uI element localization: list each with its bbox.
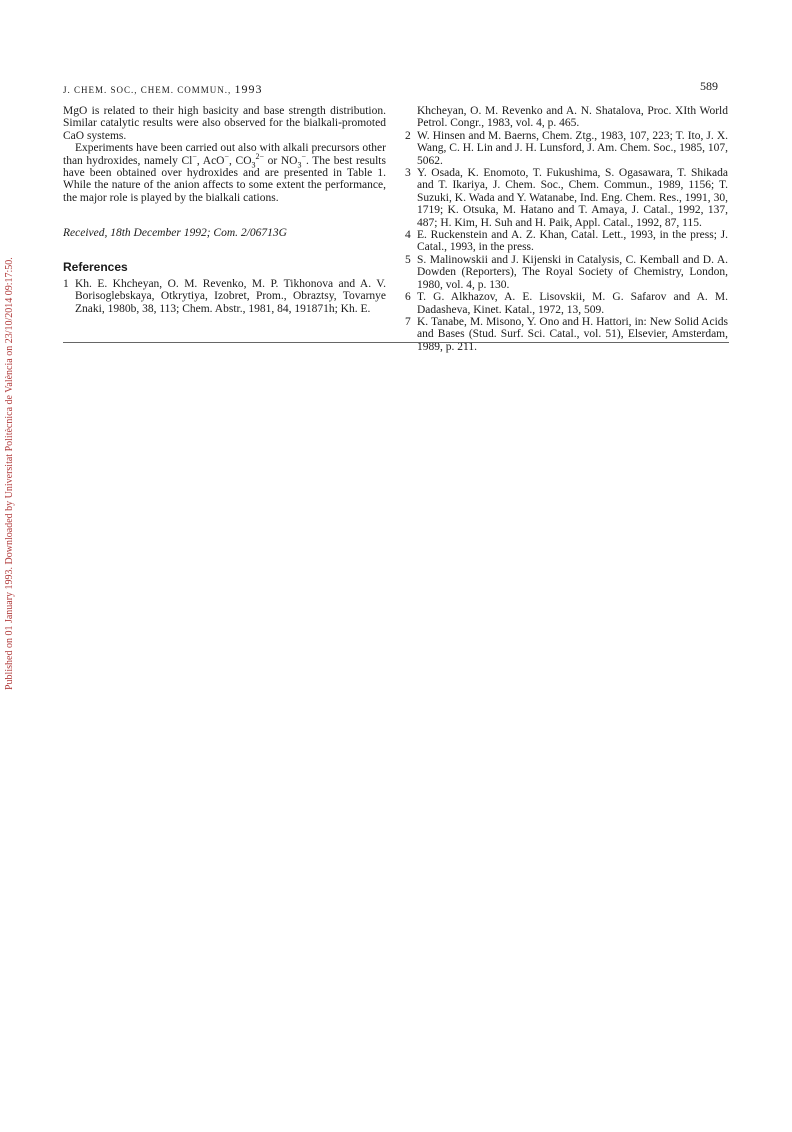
- right-column: [405, 105, 728, 353]
- reference-item: [405, 291, 728, 316]
- download-note: Published on 01 January 1993. Downloaded by Universitat Politècnica de València on 23/10/2014 09:17:50.: [4, 257, 15, 690]
- reference-item: [405, 130, 728, 167]
- reference-text: S. Malinowskii and J. Kijenski in Catalysis, C. Kemball and D. A. Dowden (Reporters), The Royal Society of Chemistry, London, 1980, vol. 4, p. 130.: [417, 253, 728, 291]
- reference-number: 2: [405, 129, 411, 142]
- reference-number: 6: [405, 291, 411, 304]
- running-head: [63, 82, 263, 97]
- reference-number: 4: [405, 229, 411, 242]
- references-heading: References: [63, 259, 128, 274]
- reference-item: [405, 105, 728, 130]
- reference-number: 5: [405, 253, 411, 266]
- reference-text: Kh. E. Khcheyan, O. M. Revenko, M. P. Tikhonova and A. V. Borisoglebskaya, Otkrytiya, Izobret, Prom., Obraztsy, Tovarnye Znaki, 1980b, 38, 113; Chem. Abstr., 1981, 84, 191871h; Kh. E.: [75, 278, 386, 315]
- reference-text: E. Ruckenstein and A. Z. Khan, Catal. Lett., 1993, in the press; J. Catal., 1993, in the press.: [417, 229, 728, 254]
- page-divider: [63, 342, 729, 343]
- reference-text: W. Hinsen and M. Baerns, Chem. Ztg., 1983, 107, 223; T. Ito, J. X. Wang, C. H. Lin and J. H. Lunsford, J. Am. Chem. Soc., 1985, 107, 5062.: [417, 129, 728, 167]
- left-column: [63, 105, 386, 315]
- reference-text: T. G. Alkhazov, A. E. Lisovskii, M. G. Safarov and A. M. Dadasheva, Kinet. Katal., 1972, 13, 509.: [417, 291, 728, 316]
- reference-text: Khcheyan, O. M. Revenko and A. N. Shatalova, Proc. XIth World Petrol. Congr., 1983, vol. 4, p. 465.: [417, 105, 728, 130]
- reference-text: K. Tanabe, M. Misono, Y. Ono and H. Hattori, in: New Solid Acids and Bases (Stud. Surf. Sci. Catal., vol. 51), Elsevier, Amsterdam, 1989, p. 211.: [417, 315, 728, 353]
- reference-item: [405, 254, 728, 291]
- reference-item: [63, 278, 386, 315]
- received-line: Received, 18th December 1992; Com. 2/06713G: [63, 227, 287, 240]
- reference-text: Y. Osada, K. Enomoto, T. Fukushima, S. Ogasawara, T. Shikada and T. Ikariya, J. Chem. Soc., Chem. Commun., 1989, 1156; T. Suzuki, K. Wada and Y. Watanabe, Ind. Eng. Chem. Res., 1991, 30, 1719; K. Otsuka, M. Hatano and T. Amaya, J. Catal., 1992, 137, 487; H. Kim, H. Suh and H. Paik, Appl. Catal., 1992, 87, 115.: [417, 167, 728, 229]
- body-paragraph-2: Experiments have been carried out also with alkali precursors other than hydroxides, namely Cl−, AcO−, $CO_3^{2-}$ or $NO_3^-$. The best results have been obtained over hydroxides and are presented in Table 1. While the nature of the anion affects to some extent the performance, the major role is played by the bialkali cations.: [63, 142, 386, 204]
- journal-year: 1993: [234, 82, 263, 96]
- page-number: 589: [700, 79, 718, 93]
- reference-number: 3: [405, 167, 411, 180]
- reference-number: 1: [63, 278, 69, 291]
- reference-item: [405, 316, 728, 353]
- reference-item: [405, 167, 728, 229]
- journal-name: J. CHEM. SOC., CHEM. COMMUN.,: [63, 85, 235, 95]
- body-paragraph-1: MgO is related to their high basicity and base strength distribution. Similar catalytic results were also observed for the bialkali-promoted CaO systems.: [63, 105, 386, 142]
- reference-item: [405, 229, 728, 254]
- download-watermark: [4, 210, 18, 690]
- reference-number: 7: [405, 315, 411, 328]
